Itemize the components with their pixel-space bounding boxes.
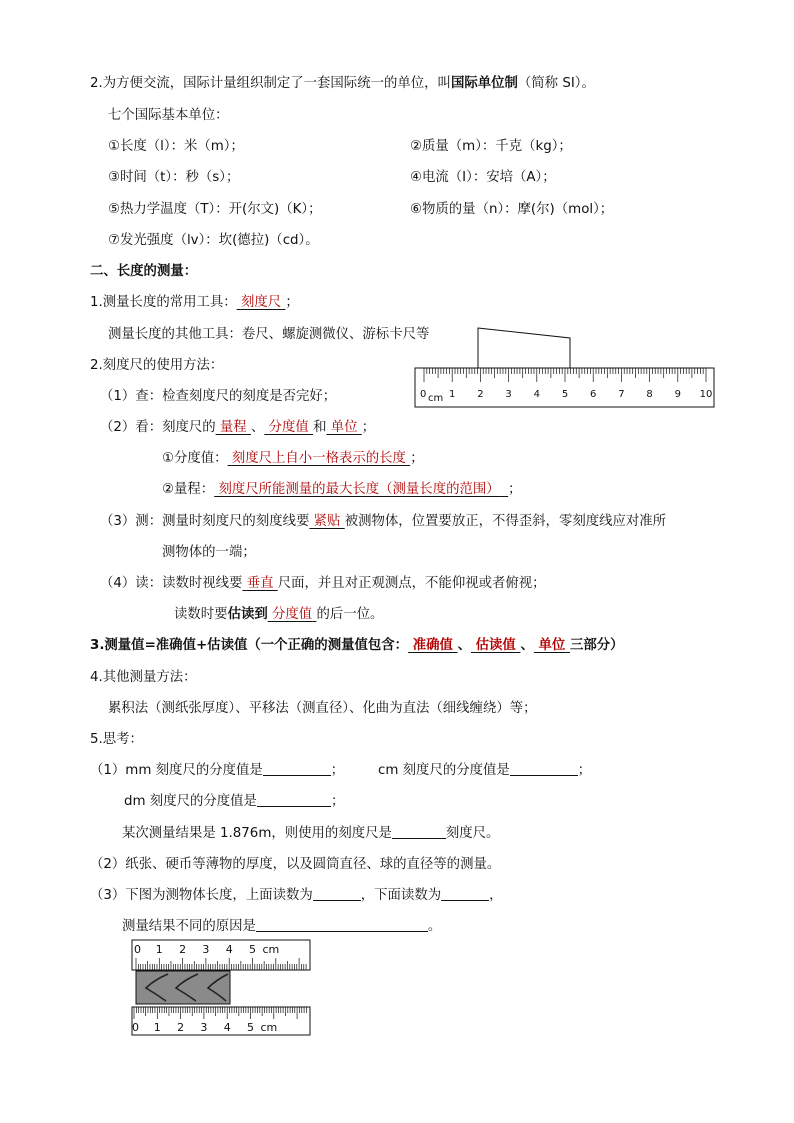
- end: ；: [577, 763, 592, 778]
- end: ；: [508, 482, 522, 497]
- answer-perpendicular: 垂直: [246, 576, 274, 591]
- answer-estimated: 估读值: [475, 638, 516, 653]
- usage-look-text: （2）看：刻度尺的: [100, 420, 216, 435]
- blank-lower-reading[interactable]: [441, 886, 489, 901]
- q1d-text: 某次测量结果是 1.876m，则使用的刻度尺是: [122, 826, 392, 841]
- end: ；: [330, 763, 345, 778]
- question-1b: [378, 761, 591, 781]
- tick-label: 4: [533, 389, 540, 400]
- end: ；: [330, 794, 345, 809]
- answer-unit-2: 单位: [538, 638, 566, 653]
- measured-block: [478, 328, 570, 368]
- tick-label: 1: [449, 389, 456, 400]
- tick-label: 2: [179, 943, 187, 956]
- blank-upper-reading[interactable]: [313, 886, 361, 901]
- tick-label: 2: [477, 389, 484, 400]
- q1b-text: cm 刻度尺的分度值是: [378, 763, 510, 778]
- tick-label: 6: [590, 389, 597, 400]
- unit-length: ①长度（l）：米（m）；: [108, 139, 244, 154]
- usage-measure-text: （3）测：测量时刻度尺的刻度线要: [100, 514, 310, 529]
- unit-label: cm: [428, 393, 444, 404]
- tick-label: 8: [646, 389, 653, 400]
- q3b-text: 测量结果不同的原因是: [122, 919, 256, 934]
- division-def-label: ①分度值：: [162, 451, 228, 466]
- answer-division-2: 分度值: [272, 607, 313, 622]
- question-2: （2）纸张、硬币等薄物的厚度，以及圆筒直径、球的直径等的测量。: [90, 857, 501, 872]
- usage-estimate: [174, 605, 383, 625]
- other-methods: 累积法（测纸张厚度）、平移法（测直径）、化曲为直法（细线缠绕）等；: [108, 701, 537, 716]
- unit-current: ④电流（I）：安培（A）；: [410, 170, 556, 185]
- answer-range: 量程: [219, 420, 247, 435]
- tick-label: 0: [134, 943, 141, 956]
- sep: 、: [520, 638, 534, 653]
- tick-label: 4: [223, 1021, 231, 1034]
- tick-label: 0: [420, 389, 427, 400]
- unit-luminous: ⑦发光强度（lv）：坎(德拉)（cd）。: [108, 233, 319, 248]
- end: 。: [427, 919, 442, 934]
- end: ；: [361, 420, 376, 435]
- sep: 、: [250, 420, 265, 435]
- tick-label: 7: [618, 389, 625, 400]
- division-def: [162, 449, 424, 469]
- blank-reason[interactable]: [256, 917, 428, 932]
- tick-label: 5: [247, 1021, 254, 1034]
- unit-amount: ⑥物质的量（n）：摩(尔)（mol）；: [410, 202, 614, 217]
- question-3b: [122, 917, 441, 937]
- estimate-bold: 估读到: [227, 607, 268, 622]
- measured-object: [136, 971, 230, 1004]
- usage-title: 2.刻度尺的使用方法：: [90, 358, 224, 373]
- ruler-figure-2: [130, 938, 314, 1038]
- q1c-text: dm 刻度尺的分度值是: [124, 794, 257, 809]
- answer-division-def: 刻度尺上自小一格表示的长度: [231, 451, 406, 466]
- question-3: [90, 886, 503, 906]
- usage-measure: [100, 512, 666, 532]
- usage-check: （1）查：检查刻度尺的刻度是否完好；: [100, 389, 337, 404]
- estimate-text: 读数时要: [174, 607, 228, 622]
- seven-units-title: 七个国际基本单位：: [108, 108, 229, 123]
- section-title: 二、长度的测量：: [90, 264, 198, 279]
- si-intro-bold: 国际单位制: [450, 76, 518, 91]
- usage-read: [100, 574, 546, 594]
- unit-temperature: ⑤热力学温度（T）：开(尔文)（K）；: [108, 202, 322, 217]
- usage-measure-cont: 测物体的一端；: [162, 545, 256, 560]
- q1a-text: （1）mm 刻度尺的分度值是: [90, 763, 263, 778]
- end: ；: [410, 451, 424, 466]
- tick-label: 10: [699, 389, 713, 400]
- unit-mass: ②质量（m）：千克（kg）；: [410, 139, 572, 154]
- measured-value: [90, 636, 624, 656]
- end: ，: [489, 888, 503, 903]
- q3-text: （3）下图为测物体长度，上面读数为: [90, 888, 313, 903]
- tick-label: 0: [132, 1021, 139, 1034]
- tick-label: 3: [202, 943, 210, 956]
- ruler-figure-1: [412, 325, 718, 411]
- unit-time: ③时间（t）：秒（s）；: [108, 170, 240, 185]
- blank-ruler-type[interactable]: [392, 824, 446, 839]
- range-def: [162, 480, 522, 500]
- question-1a: [90, 761, 344, 781]
- blank-dm[interactable]: [257, 792, 331, 807]
- blank-mm[interactable]: [263, 761, 331, 776]
- common-tools: [90, 293, 299, 313]
- measured-value-end: 三部分）: [569, 638, 624, 653]
- usage-read-text: （4）读：读数时视线要: [100, 576, 243, 591]
- q1d-end: 刻度尺。: [445, 826, 500, 841]
- unit-label: cm: [262, 943, 280, 956]
- si-intro: [90, 74, 595, 94]
- estimate-end: 的后一位。: [316, 607, 384, 622]
- answer-range-def: 刻度尺所能测量的最大长度（测量长度的范围）: [218, 482, 500, 497]
- tick-label: 9: [674, 389, 681, 400]
- answer-division: 分度值: [268, 420, 309, 435]
- tick-label: 2: [177, 1021, 185, 1034]
- tick-label: 5: [561, 389, 569, 400]
- other-methods-title: 4.其他测量方法：: [90, 670, 197, 685]
- range-def-label: ②量程：: [162, 482, 215, 497]
- usage-measure-rest: 被测物体，位置要放正，不得歪斜，零刻度线应对准所: [344, 514, 667, 529]
- unit-label: cm: [260, 1021, 278, 1034]
- tick-label: 3: [200, 1021, 208, 1034]
- q3-mid: ，下面读数为: [360, 888, 442, 903]
- sep: 、: [457, 638, 471, 653]
- tick-label: 3: [505, 389, 512, 400]
- tick-label: 5: [249, 943, 256, 956]
- common-tools-text: 1.测量长度的常用工具：: [90, 295, 237, 310]
- si-intro-text: 2.为方便交流，国际计量组织制定了一套国际统一的单位，叫: [90, 76, 451, 91]
- tick-label: 4: [225, 943, 233, 956]
- think-title: 5.思考：: [90, 732, 143, 747]
- usage-read-rest: 尺面，并且对正观测点，不能仰视或者俯视；: [277, 576, 546, 591]
- si-intro-end: （简称 SI）。: [517, 76, 595, 91]
- question-1c: [124, 792, 344, 812]
- other-tools: 测量长度的其他工具：卷尺、螺旋测微仪、游标卡尺等: [108, 327, 430, 342]
- common-tools-end: ；: [285, 295, 299, 310]
- answer-ruler: 刻度尺: [240, 295, 282, 310]
- measured-value-text: 3.测量值=准确值+估读值（一个正确的测量值包含：: [90, 638, 409, 653]
- tick-label: 1: [153, 1021, 161, 1034]
- answer-unit: 单位: [330, 420, 358, 435]
- tick-label: 1: [155, 943, 163, 956]
- blank-cm[interactable]: [510, 761, 578, 776]
- usage-look: [100, 418, 375, 438]
- answer-accurate: 准确值: [412, 638, 453, 653]
- question-1d: [122, 824, 499, 844]
- and-text: 和: [313, 420, 327, 435]
- answer-close: 紧贴: [313, 514, 341, 529]
